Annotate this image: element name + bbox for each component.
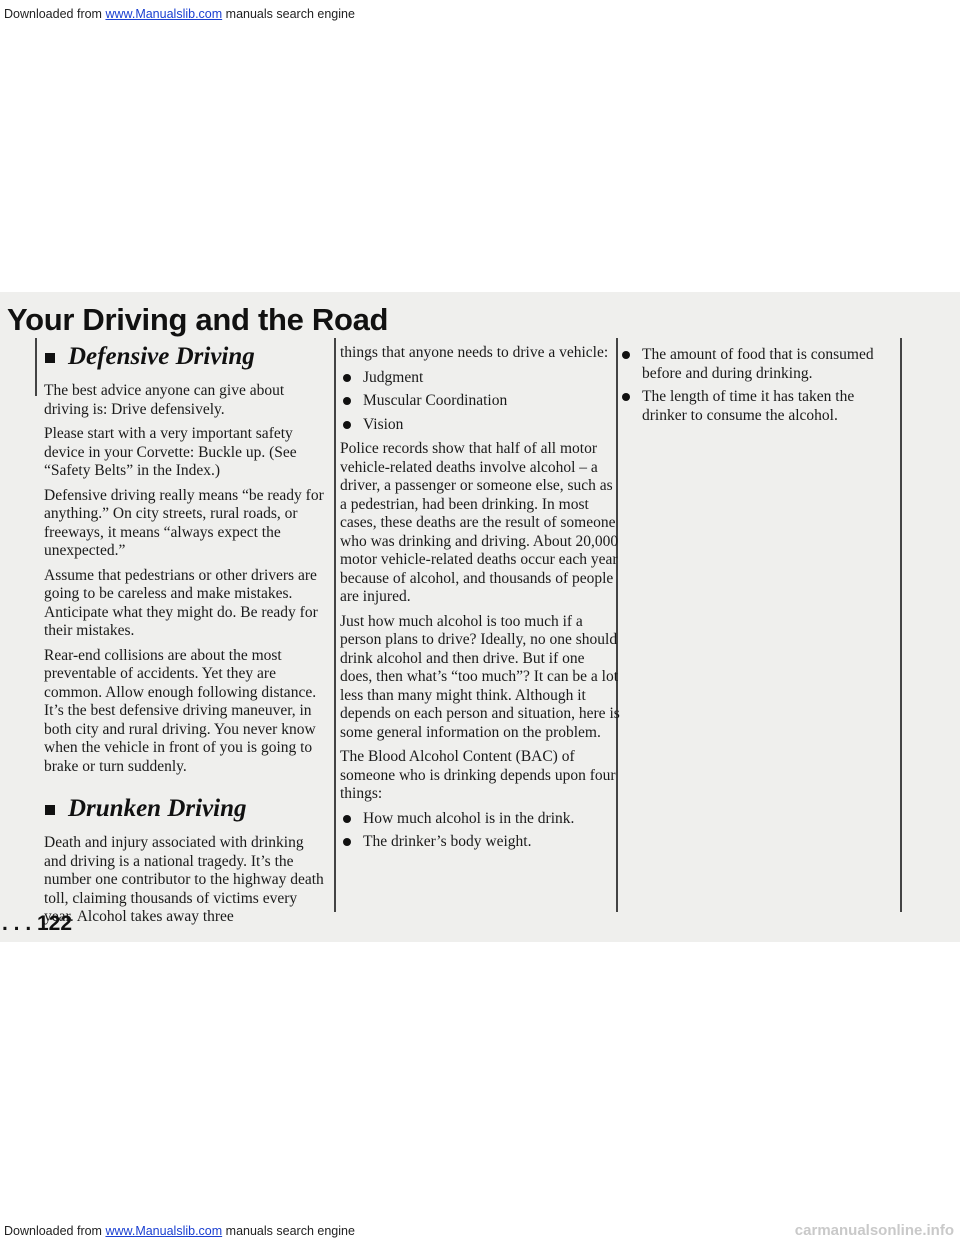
bullet-icon [343,374,351,382]
source-link[interactable]: www.Manualslib.com [105,1224,223,1238]
paragraph: Police records show that half of all motor vehicle-related deaths involve alcohol – a driver, a passenger or someone else, such as a pedestrian, had been drinking. In most cases, these deaths are the result of someone who was drinking and driving. About 20,000 motor vehicle-related deaths occur each year because of alcohol, and thousands of people are injured. [340,440,619,605]
bullet-icon [622,351,630,359]
column-divider-3 [900,338,902,912]
list-item: Judgment [340,369,620,388]
paragraph: Death and injury associated with drinking and driving is a national tragedy. It’s the number one contributor to the highway death toll, claiming thousands of victims every year. Alcohol takes away three [44,834,324,925]
source-suffix: manuals search engine [225,7,355,21]
paragraph: The Blood Alcohol Content (BAC) of someone who is drinking depends upon four things: [340,748,616,802]
needs-list [340,369,620,435]
page-number: . . . 122 [2,912,73,935]
list-item: Muscular Coordination [340,392,620,411]
bullet-icon [343,421,351,429]
heading-text: Drunken Driving [68,795,247,822]
list-item: The amount of food that is consumed before and during drinking. [619,346,895,383]
list-item: Vision [340,416,620,435]
paragraph: Just how much alcohol is too much if a person plans to drive? Ideally, no one should drink alcohol and then drive. But if one does, then what’s “too much”? It can be a lot less than many might think. Although it depends on each person and situation, here is some general information on the problem. [340,612,620,741]
footer-banner [0,1222,960,1242]
heading-text: Defensive Driving [68,343,255,370]
square-bullet-icon [45,353,55,363]
paragraph: The best advice anyone can give about driving is: Drive defensively. [44,382,285,418]
bullet-icon [343,815,351,823]
paragraph: things that anyone needs to drive a vehicle: [340,344,609,361]
page-header: Your Driving and the Road [7,302,389,337]
bac-factors-list [340,810,620,852]
left-margin-rule [35,338,37,396]
square-bullet-icon [45,805,55,815]
bullet-icon [343,397,351,405]
bac-factors-list-cont [619,346,895,425]
section-heading-defensive [44,342,326,372]
paragraph: Rear-end collisions are about the most preventable of accidents. Yet they are common. Allow enough following distance. It’s the best defensive driving maneuver, in both city and rural driving. You never know when the vehicle in front of you is going to brake or turn suddenly. [44,646,317,775]
column-1 [44,342,326,933]
list-item: How much alcohol is in the drink. [340,810,620,829]
watermark: carmanualsonline.info [794,1222,954,1239]
paragraph: Defensive driving really means “be ready for anything.” On city streets, rural roads, or freeways, it means “always expect the unexpected.” [44,486,324,559]
bullet-icon [622,393,630,401]
source-banner [0,0,960,30]
paragraph: Please start with a very important safety device in your Corvette: Buckle up. (See “Safety Belts” in the Index.) [44,425,297,479]
paragraph: Assume that pedestrians or other drivers are going to be careless and make mistakes. Anticipate what they might do. Be ready for their mistakes. [44,566,318,639]
source-prefix: Downloaded from [4,1224,102,1238]
column-divider-1 [334,338,336,912]
source-text [4,1224,355,1238]
manual-page [0,292,960,942]
bullet-icon [343,838,351,846]
source-text [4,7,355,21]
list-item: The drinker’s body weight. [340,833,620,852]
section-heading-drunken [44,794,326,824]
source-prefix: Downloaded from [4,7,102,21]
column-3 [619,344,895,431]
source-link[interactable]: www.Manualslib.com [105,7,223,21]
list-item: The length of time it has taken the drinker to consume the alcohol. [619,388,895,425]
column-2 [340,344,620,858]
source-suffix: manuals search engine [225,1224,355,1238]
